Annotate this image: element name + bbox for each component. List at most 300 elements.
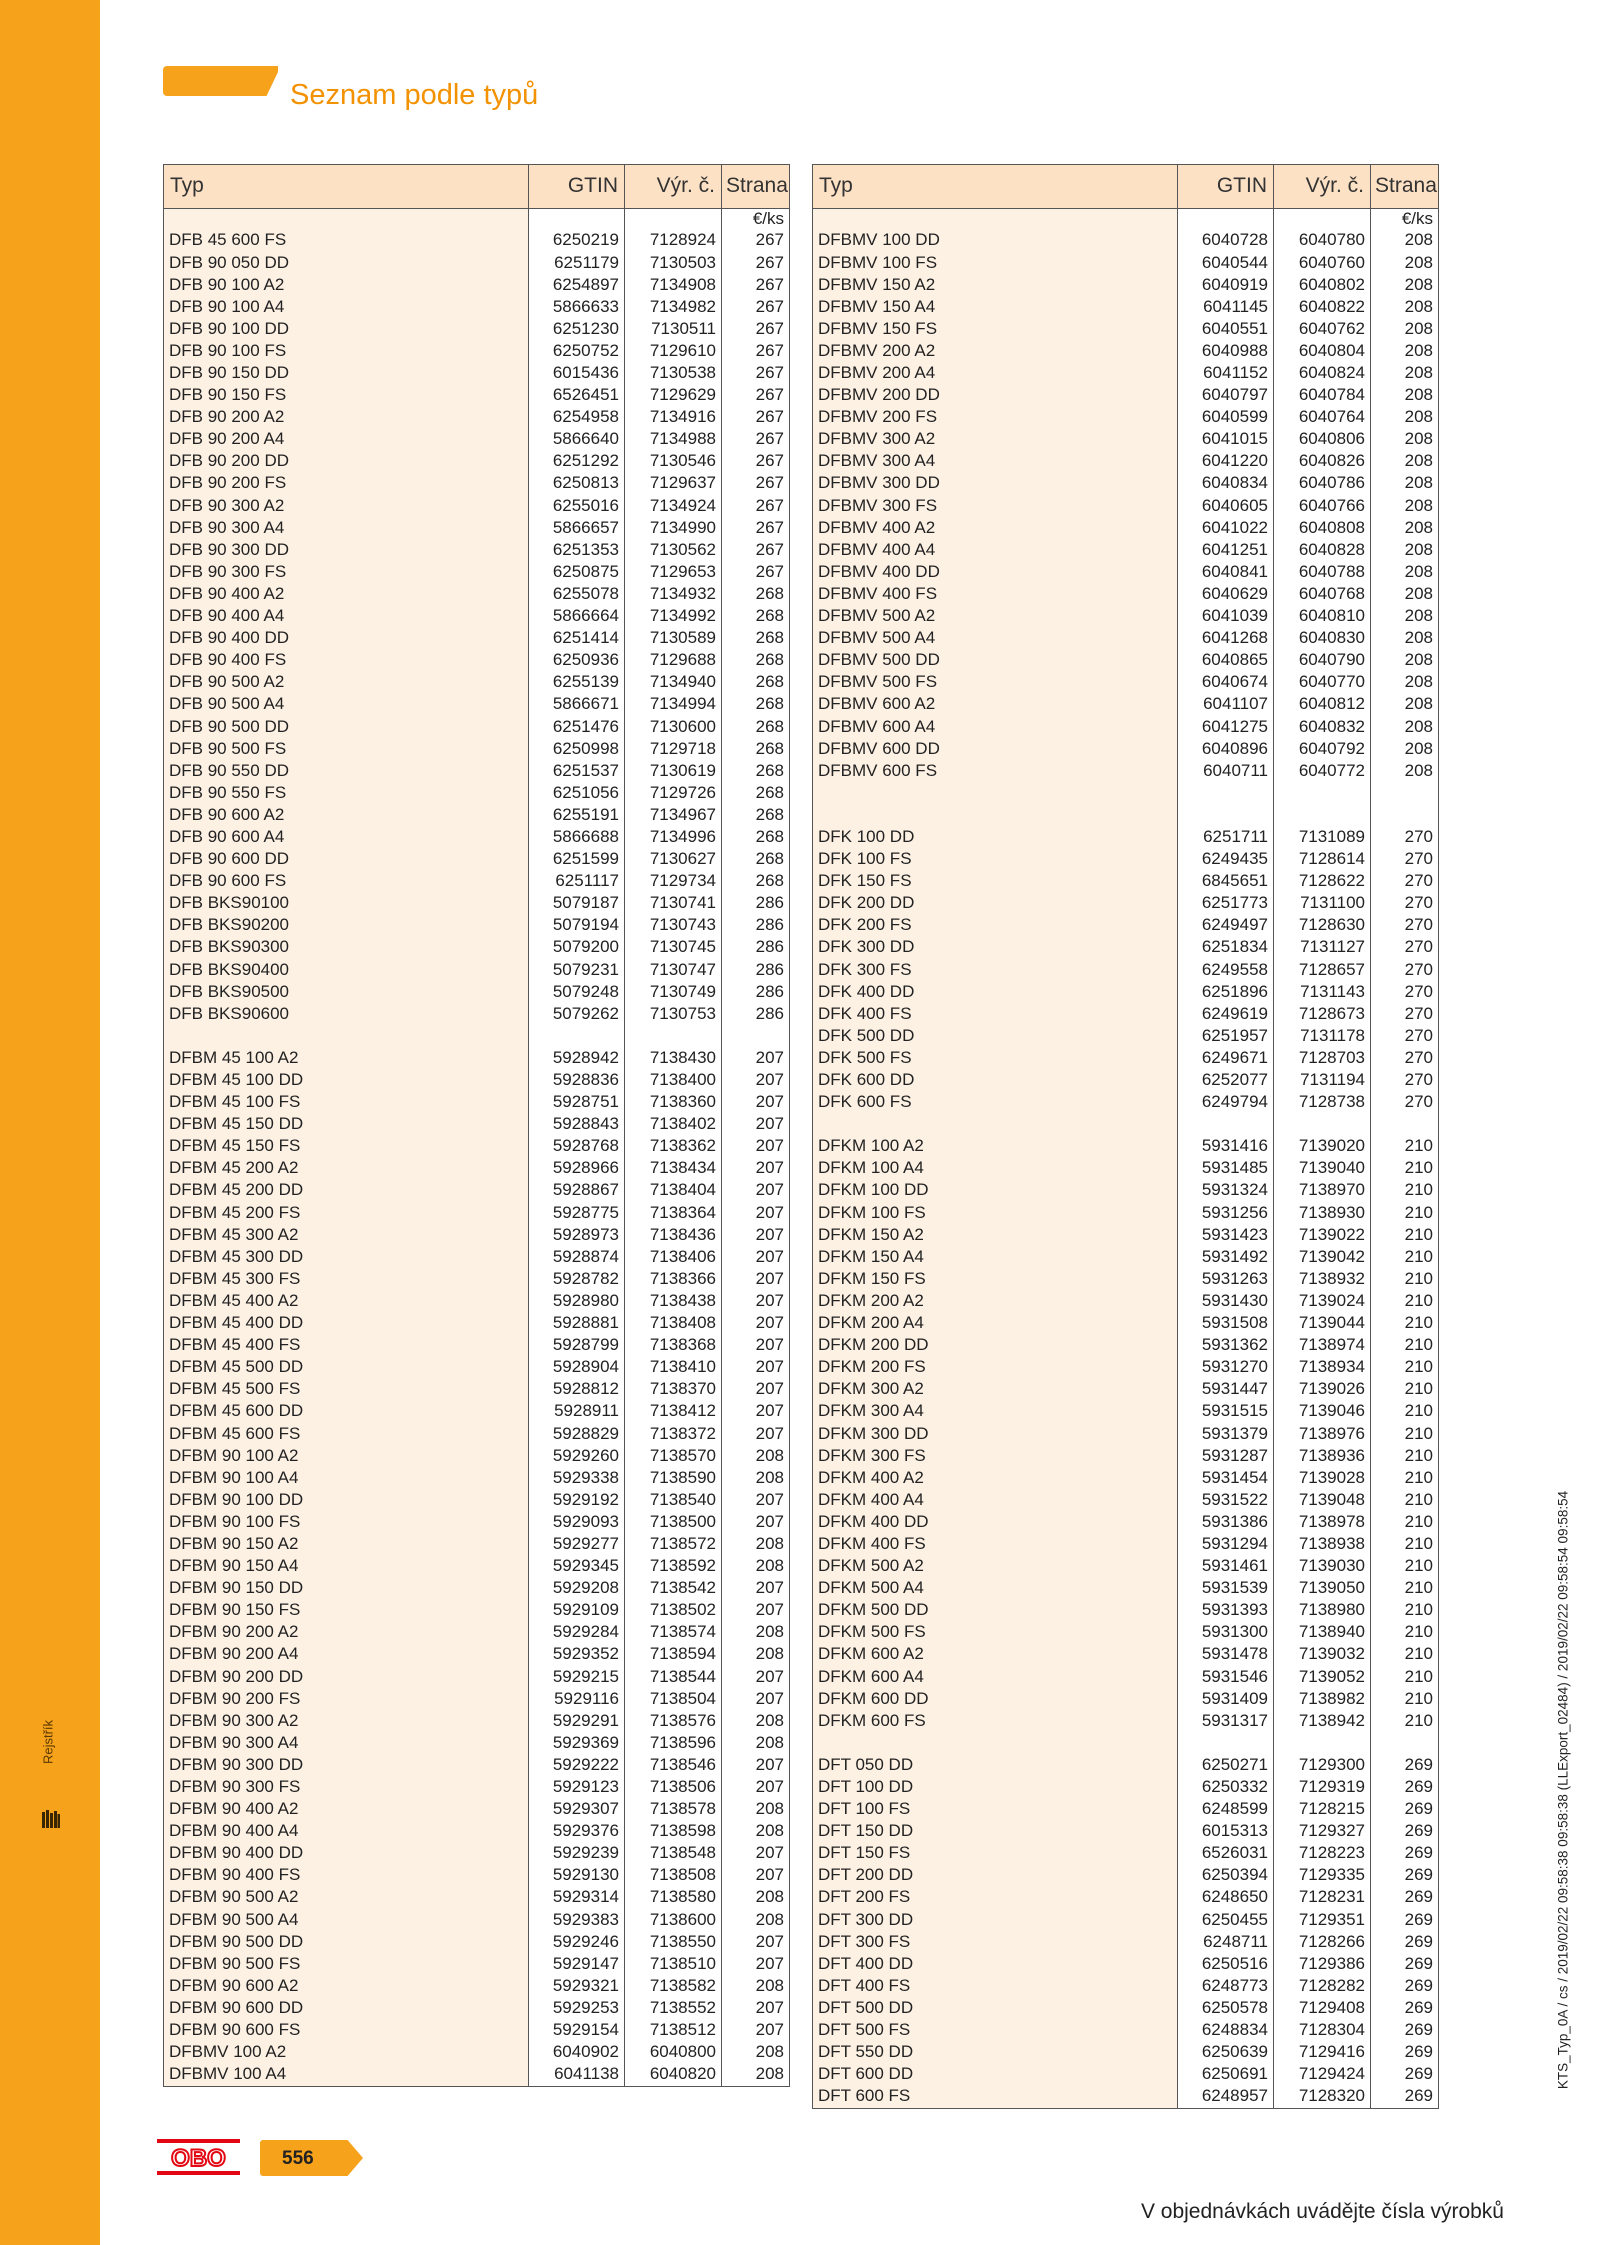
cell-typ: DFT 150 FS (813, 1843, 1178, 1865)
cell-strana: 208 (722, 1644, 790, 1666)
cell-vyr: 7129637 (625, 473, 722, 495)
cell-strana: 207 (722, 1379, 790, 1401)
title-tag-shape (163, 66, 278, 96)
cell-gtin: 5929314 (529, 1887, 625, 1909)
cell-gtin: 6251476 (529, 716, 625, 738)
table-row (164, 318, 790, 340)
cell-typ: DFBM 45 500 DD (164, 1357, 529, 1379)
cell-gtin: 5929376 (529, 1821, 625, 1843)
cell-typ: DFBMV 600 A4 (813, 716, 1178, 738)
cell-strana: 208 (1371, 517, 1439, 539)
cell-vyr: 7131194 (1274, 1069, 1371, 1091)
cell-vyr: 7138438 (625, 1290, 722, 1312)
cell-typ (813, 1732, 1178, 1754)
cell-typ: DFKM 400 FS (813, 1533, 1178, 1555)
table-row (164, 1821, 790, 1843)
cell-gtin: 5929222 (529, 1754, 625, 1776)
cell-strana (1371, 782, 1439, 804)
cell-strana: 269 (1371, 1909, 1439, 1931)
cell-typ: DFT 300 DD (813, 1909, 1178, 1931)
cell-strana: 210 (1371, 1423, 1439, 1445)
cell-gtin: 5931256 (1178, 1202, 1274, 1224)
cell-strana: 267 (722, 429, 790, 451)
cell-gtin: 6040834 (1178, 473, 1274, 495)
cell-strana: 267 (722, 495, 790, 517)
cell-strana: 207 (722, 1158, 790, 1180)
cell-vyr: 7128738 (1274, 1091, 1371, 1113)
table-row (813, 473, 1439, 495)
cell-vyr: 7128657 (1274, 959, 1371, 981)
cell-vyr: 7130600 (625, 716, 722, 738)
table-row (164, 1754, 790, 1776)
table-header-row (813, 165, 1439, 209)
cell-vyr: 7138500 (625, 1511, 722, 1533)
cell-strana: 208 (1371, 384, 1439, 406)
cell-vyr: 7138508 (625, 1865, 722, 1887)
cell-vyr: 7138596 (625, 1732, 722, 1754)
cell-strana: 268 (722, 605, 790, 627)
cell-vyr: 7129408 (1274, 1997, 1371, 2019)
cell-typ: DFBM 90 200 A4 (164, 1644, 529, 1666)
cell-gtin: 5928799 (529, 1334, 625, 1356)
cell-gtin (1178, 782, 1274, 804)
cell-vyr: 7128320 (1274, 2086, 1371, 2109)
cell-typ: DFBM 90 500 A2 (164, 1887, 529, 1909)
cell-strana: 207 (722, 1578, 790, 1600)
table-row (164, 296, 790, 318)
cell-gtin: 5928966 (529, 1158, 625, 1180)
cell-strana: 208 (1371, 362, 1439, 384)
cell-vyr: 7130546 (625, 451, 722, 473)
table-row (813, 1622, 1439, 1644)
page-number: 556 (282, 2148, 314, 2169)
table-row (164, 716, 790, 738)
cell-vyr: 7138936 (1274, 1445, 1371, 1467)
cell-strana: 210 (1371, 1533, 1439, 1555)
table-row (164, 1202, 790, 1224)
table-row (813, 716, 1439, 738)
cell-strana: 208 (1371, 230, 1439, 252)
cell-vyr: 7129424 (1274, 2064, 1371, 2086)
cell-gtin: 6248711 (1178, 1931, 1274, 1953)
cell-vyr: 7139044 (1274, 1312, 1371, 1334)
table-row (164, 1091, 790, 1113)
cell-strana: 210 (1371, 1312, 1439, 1334)
cell-gtin: 6250813 (529, 473, 625, 495)
type-table-right (812, 164, 1439, 2109)
cell-strana: 207 (722, 1666, 790, 1688)
cell-gtin: 6251353 (529, 539, 625, 561)
cell-gtin: 6254958 (529, 407, 625, 429)
table-row (813, 826, 1439, 848)
table-row (164, 1268, 790, 1290)
cell-vyr: 7138402 (625, 1114, 722, 1136)
cell-vyr: 7129610 (625, 340, 722, 362)
cell-vyr: 6040772 (1274, 760, 1371, 782)
cell-strana: 207 (722, 1334, 790, 1356)
cell-gtin: 6041152 (1178, 362, 1274, 384)
cell-typ: DFT 200 DD (813, 1865, 1178, 1887)
cell-vyr: 7138594 (625, 1644, 722, 1666)
table-row (164, 1578, 790, 1600)
cell-vyr: 7129335 (1274, 1865, 1371, 1887)
table-row (813, 252, 1439, 274)
cell-typ: DFBM 90 300 FS (164, 1776, 529, 1798)
cell-gtin: 6040711 (1178, 760, 1274, 782)
cell-strana: 286 (722, 937, 790, 959)
cell-strana: 267 (722, 451, 790, 473)
table-row (813, 804, 1439, 826)
cell-vyr: 7130743 (625, 915, 722, 937)
table-row (813, 1025, 1439, 1047)
table-row (164, 1997, 790, 2019)
table-row (813, 1202, 1439, 1224)
cell-vyr: 7128215 (1274, 1798, 1371, 1820)
cell-gtin: 6845651 (1178, 871, 1274, 893)
cell-typ: DFBM 45 300 DD (164, 1246, 529, 1268)
cell-strana: 207 (722, 1268, 790, 1290)
cell-typ: DFT 500 FS (813, 2019, 1178, 2041)
cell-typ: DFBMV 300 DD (813, 473, 1178, 495)
cell-typ: DFB 90 550 FS (164, 782, 529, 804)
cell-vyr: 6040786 (1274, 473, 1371, 495)
cell-typ: DFKM 400 DD (813, 1511, 1178, 1533)
cell-gtin: 6255139 (529, 672, 625, 694)
cell-vyr: 7138360 (625, 1091, 722, 1113)
cell-typ: DFB 90 500 A4 (164, 694, 529, 716)
books-icon (42, 1810, 60, 1828)
cell-gtin: 5929284 (529, 1622, 625, 1644)
table-row (813, 1047, 1439, 1069)
cell-vyr: 7129327 (1274, 1821, 1371, 1843)
cell-vyr: 7130503 (625, 252, 722, 274)
cell-strana: 270 (1371, 1069, 1439, 1091)
cell-typ: DFK 150 FS (813, 871, 1178, 893)
table-row (164, 230, 790, 252)
cell-vyr: 7129718 (625, 738, 722, 760)
cell-gtin: 6040919 (1178, 274, 1274, 296)
cell-vyr: 7138548 (625, 1843, 722, 1865)
cell-typ: DFBM 90 200 DD (164, 1666, 529, 1688)
cell-strana: 207 (722, 1091, 790, 1113)
cell-vyr: 7128223 (1274, 1843, 1371, 1865)
cell-typ: DFKM 200 FS (813, 1357, 1178, 1379)
cell-typ: DFBM 45 500 FS (164, 1379, 529, 1401)
cell-typ: DFBM 45 200 FS (164, 1202, 529, 1224)
table-row (813, 561, 1439, 583)
cell-strana: 268 (722, 583, 790, 605)
cell-gtin: 5929215 (529, 1666, 625, 1688)
cell-strana: 210 (1371, 1688, 1439, 1710)
cell-strana: 269 (1371, 2041, 1439, 2063)
cell-strana: 210 (1371, 1357, 1439, 1379)
cell-vyr: 7134994 (625, 694, 722, 716)
table-row (164, 1334, 790, 1356)
cell-vyr: 7138368 (625, 1334, 722, 1356)
cell-gtin: 5931362 (1178, 1334, 1274, 1356)
table-row (164, 1710, 790, 1732)
table-row (813, 517, 1439, 539)
cell-vyr: 6040780 (1274, 230, 1371, 252)
obo-logo (157, 2139, 240, 2175)
cell-gtin: 5928751 (529, 1091, 625, 1113)
cell-typ: DFT 150 DD (813, 1821, 1178, 1843)
cell-strana: 208 (1371, 760, 1439, 782)
cell-typ: DFBM 90 400 DD (164, 1843, 529, 1865)
table-row (164, 605, 790, 627)
cell-strana: 267 (722, 473, 790, 495)
cell-typ: DFB 90 100 FS (164, 340, 529, 362)
cell-typ: DFB 90 300 A2 (164, 495, 529, 517)
cell-vyr: 6040806 (1274, 429, 1371, 451)
cell-strana: 269 (1371, 1776, 1439, 1798)
cell-gtin: 6250516 (1178, 1953, 1274, 1975)
cell-strana: 269 (1371, 1843, 1439, 1865)
cell-strana: 208 (722, 1887, 790, 1909)
cell-strana: 210 (1371, 1158, 1439, 1180)
cell-vyr: 7138582 (625, 1975, 722, 1997)
cell-strana: 208 (1371, 473, 1439, 495)
table-row (164, 340, 790, 362)
cell-gtin: 6250271 (1178, 1754, 1274, 1776)
table-row (164, 627, 790, 649)
cell-vyr: 7138572 (625, 1533, 722, 1555)
cell-vyr: 7131127 (1274, 937, 1371, 959)
cell-vyr: 7130747 (625, 959, 722, 981)
cell-vyr: 7138930 (1274, 1202, 1371, 1224)
cell-typ: DFKM 500 DD (813, 1600, 1178, 1622)
cell-vyr: 7138362 (625, 1136, 722, 1158)
table-row (813, 407, 1439, 429)
cell-strana: 270 (1371, 915, 1439, 937)
table-row (164, 959, 790, 981)
cell-gtin: 5929154 (529, 2019, 625, 2041)
cell-strana: 269 (1371, 1931, 1439, 1953)
cell-strana: 268 (722, 738, 790, 760)
cell-typ: DFBM 90 500 FS (164, 1953, 529, 1975)
cell-vyr (1274, 804, 1371, 826)
cell-typ: DFB BKS90300 (164, 937, 529, 959)
cell-vyr: 7128266 (1274, 1931, 1371, 1953)
cell-strana: 208 (722, 1909, 790, 1931)
cell-gtin: 5931447 (1178, 1379, 1274, 1401)
cell-typ: DFBM 90 150 A4 (164, 1555, 529, 1577)
cell-strana: 208 (1371, 672, 1439, 694)
cell-strana: 208 (1371, 318, 1439, 340)
cell-typ: DFKM 500 A4 (813, 1578, 1178, 1600)
table-row (813, 451, 1439, 473)
cell-vyr: 7138502 (625, 1600, 722, 1622)
table-row (164, 1555, 790, 1577)
table-row (813, 959, 1439, 981)
cell-strana: 269 (1371, 1865, 1439, 1887)
cell-gtin: 5929246 (529, 1931, 625, 1953)
cell-gtin: 5928911 (529, 1401, 625, 1423)
cell-typ: DFBMV 300 A4 (813, 451, 1178, 473)
table-row (813, 1843, 1439, 1865)
cell-strana: 210 (1371, 1467, 1439, 1489)
cell-vyr: 7134990 (625, 517, 722, 539)
cell-gtin: 6041268 (1178, 627, 1274, 649)
cell-strana: 208 (722, 1732, 790, 1754)
cell-gtin: 5931416 (1178, 1136, 1274, 1158)
cell-strana: 267 (722, 296, 790, 318)
cell-gtin: 6040629 (1178, 583, 1274, 605)
cell-strana: 267 (722, 561, 790, 583)
cell-strana: 270 (1371, 848, 1439, 870)
cell-typ (164, 1025, 529, 1047)
cell-gtin: 5931478 (1178, 1644, 1274, 1666)
table-row (164, 1732, 790, 1754)
cell-strana: 268 (722, 760, 790, 782)
cell-strana: 210 (1371, 1334, 1439, 1356)
cell-strana: 208 (1371, 583, 1439, 605)
cell-gtin: 6526031 (1178, 1843, 1274, 1865)
cell-typ: DFB 90 600 A4 (164, 826, 529, 848)
cell-vyr: 6040808 (1274, 517, 1371, 539)
cell-gtin: 6249435 (1178, 848, 1274, 870)
cell-vyr: 7138552 (625, 1997, 722, 2019)
cell-vyr: 7138580 (625, 1887, 722, 1909)
cell-strana: 208 (722, 1821, 790, 1843)
table-row (164, 1401, 790, 1423)
table-row (813, 362, 1439, 384)
cell-vyr: 7138372 (625, 1423, 722, 1445)
cell-typ: DFB 90 500 A2 (164, 672, 529, 694)
cell-gtin: 6248650 (1178, 1887, 1274, 1909)
cell-typ: DFK 600 FS (813, 1091, 1178, 1113)
cell-gtin: 5928973 (529, 1224, 625, 1246)
cell-strana: 270 (1371, 871, 1439, 893)
cell-gtin: 6248834 (1178, 2019, 1274, 2041)
cell-typ: DFK 100 DD (813, 826, 1178, 848)
cell-strana: 286 (722, 1003, 790, 1025)
cell-strana: 207 (722, 1688, 790, 1710)
cell-gtin: 5929130 (529, 1865, 625, 1887)
cell-strana: 208 (1371, 296, 1439, 318)
table-row (813, 1290, 1439, 1312)
table-row (164, 782, 790, 804)
table-row (813, 539, 1439, 561)
cell-gtin: 6249619 (1178, 1003, 1274, 1025)
cell-strana: 207 (722, 1776, 790, 1798)
cell-gtin: 5931508 (1178, 1312, 1274, 1334)
cell-typ: DFBM 90 300 A4 (164, 1732, 529, 1754)
cell-strana: 267 (722, 318, 790, 340)
table-row (813, 871, 1439, 893)
cell-strana: 207 (722, 1997, 790, 2019)
table-row (813, 1246, 1439, 1268)
cell-vyr: 7138942 (1274, 1710, 1371, 1732)
table-row (164, 561, 790, 583)
cell-strana: 210 (1371, 1555, 1439, 1577)
cell-strana: 210 (1371, 1379, 1439, 1401)
cell-strana: 268 (722, 716, 790, 738)
cell-gtin: 5929307 (529, 1798, 625, 1820)
cell-strana: 270 (1371, 937, 1439, 959)
cell-typ: DFBMV 500 DD (813, 650, 1178, 672)
cell-gtin: 6250578 (1178, 1997, 1274, 2019)
table-row (164, 1776, 790, 1798)
cell-gtin: 6251117 (529, 871, 625, 893)
cell-vyr: 7138592 (625, 1555, 722, 1577)
cell-strana: 207 (722, 1843, 790, 1865)
cell-strana: 210 (1371, 1578, 1439, 1600)
cell-strana: 210 (1371, 1622, 1439, 1644)
cell-gtin: 6041015 (1178, 429, 1274, 451)
table-row (164, 1931, 790, 1953)
cell-vyr: 7128231 (1274, 1887, 1371, 1909)
cell-gtin: 6251773 (1178, 893, 1274, 915)
column-header-strana: Strana (722, 165, 790, 209)
table-row (164, 738, 790, 760)
cell-typ: DFBM 90 500 DD (164, 1931, 529, 1953)
cell-typ: DFBMV 400 FS (813, 583, 1178, 605)
cell-typ: DFK 400 DD (813, 981, 1178, 1003)
table-row (813, 274, 1439, 296)
cell-typ: DFBM 90 600 A2 (164, 1975, 529, 1997)
cell-gtin: 5929345 (529, 1555, 625, 1577)
cell-gtin: 5931492 (1178, 1246, 1274, 1268)
table-row (813, 583, 1439, 605)
cell-strana: 210 (1371, 1445, 1439, 1467)
cell-strana: 267 (722, 362, 790, 384)
cell-strana: 208 (1371, 561, 1439, 583)
table-row (164, 1246, 790, 1268)
cell-typ: DFB 90 600 DD (164, 848, 529, 870)
cell-typ: DFK 400 FS (813, 1003, 1178, 1025)
cell-gtin: 6040865 (1178, 650, 1274, 672)
table-row (164, 1114, 790, 1136)
cell-strana: 208 (1371, 650, 1439, 672)
cell-typ: DFBMV 500 A4 (813, 627, 1178, 649)
column-header-typ: Typ (164, 165, 529, 209)
cell-gtin: 6249497 (1178, 915, 1274, 937)
table-row (164, 937, 790, 959)
cell-gtin: 6248957 (1178, 2086, 1274, 2109)
table-row (813, 1688, 1439, 1710)
table-row (164, 1003, 790, 1025)
cell-strana: 210 (1371, 1511, 1439, 1533)
cell-vyr: 7138434 (625, 1158, 722, 1180)
cell-vyr: 7134992 (625, 605, 722, 627)
cell-vyr: 7138364 (625, 1202, 722, 1224)
cell-vyr: 7138970 (1274, 1180, 1371, 1202)
cell-vyr: 7129319 (1274, 1776, 1371, 1798)
cell-gtin: 5929109 (529, 1600, 625, 1622)
cell-vyr: 7138574 (625, 1622, 722, 1644)
cell-gtin: 6250875 (529, 561, 625, 583)
table-row (813, 318, 1439, 340)
cell-vyr: 6040770 (1274, 672, 1371, 694)
cell-vyr: 7128622 (1274, 871, 1371, 893)
cell-strana: 270 (1371, 1047, 1439, 1069)
cell-vyr (1274, 1114, 1371, 1136)
cell-vyr: 7134908 (625, 274, 722, 296)
cell-strana: 270 (1371, 1091, 1439, 1113)
cell-strana: 208 (722, 1533, 790, 1555)
cell-typ: DFT 400 DD (813, 1953, 1178, 1975)
cell-vyr: 7138980 (1274, 1600, 1371, 1622)
cell-strana: 268 (722, 848, 790, 870)
cell-gtin: 6248773 (1178, 1975, 1274, 1997)
table-row (813, 981, 1439, 1003)
cell-vyr: 7138934 (1274, 1357, 1371, 1379)
cell-typ: DFKM 300 A4 (813, 1401, 1178, 1423)
table-row (164, 672, 790, 694)
cell-gtin: 6040896 (1178, 738, 1274, 760)
cell-gtin: 6250936 (529, 650, 625, 672)
